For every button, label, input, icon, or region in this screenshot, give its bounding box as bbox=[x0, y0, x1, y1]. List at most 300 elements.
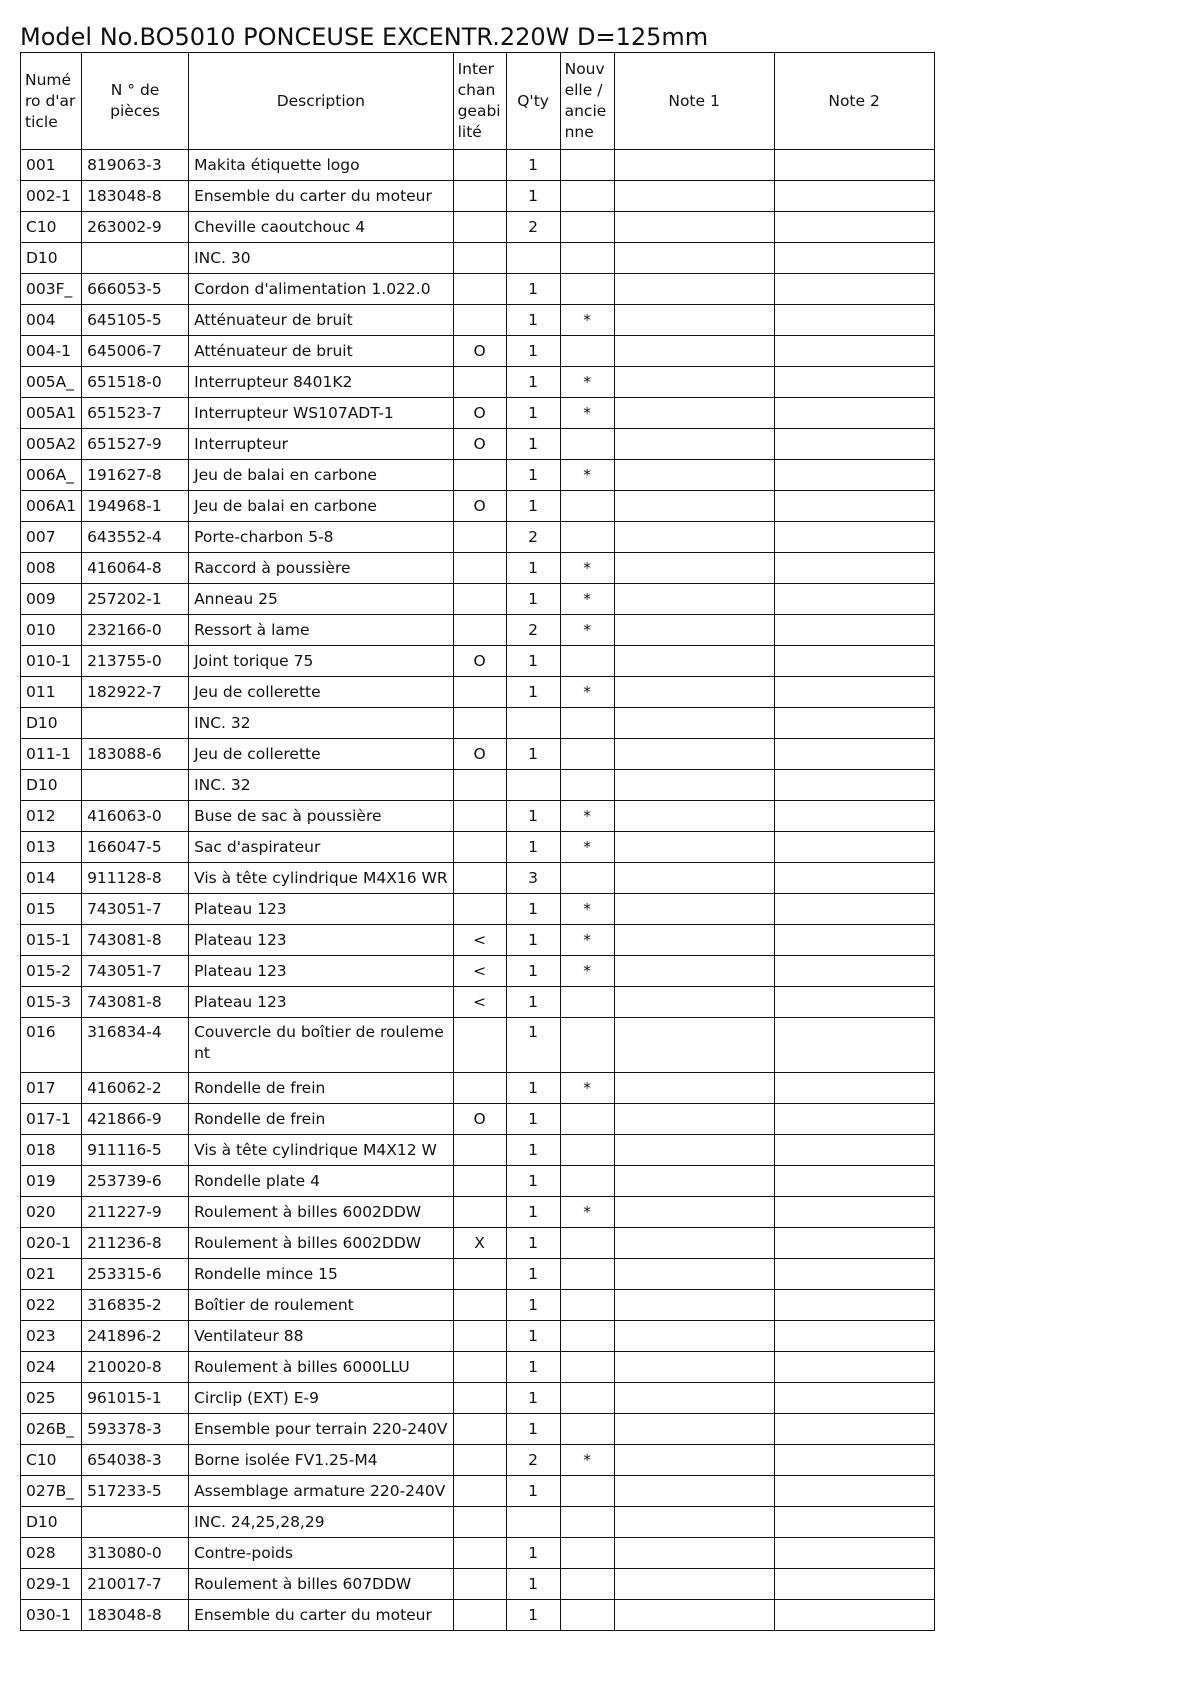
cell-qty bbox=[506, 708, 560, 739]
cell-qty: 1 bbox=[506, 646, 560, 677]
table-row bbox=[21, 801, 935, 832]
table-row bbox=[21, 553, 935, 584]
cell-item-no: 004-1 bbox=[21, 336, 82, 367]
cell-interchangeability bbox=[453, 1197, 506, 1228]
table-row bbox=[21, 1321, 935, 1352]
cell-qty: 1 bbox=[506, 1018, 560, 1073]
cell-interchangeability bbox=[453, 1383, 506, 1414]
cell-note-2 bbox=[774, 1476, 934, 1507]
cell-new-old bbox=[560, 987, 614, 1018]
cell-description: Roulement à billes 607DDW bbox=[189, 1569, 454, 1600]
cell-note-1 bbox=[614, 522, 774, 553]
cell-item-no: 005A_ bbox=[21, 367, 82, 398]
page-title: Model No.BO5010 PONCEUSE EXCENTR.220W D=125mm bbox=[20, 23, 709, 51]
cell-qty: 1 bbox=[506, 553, 560, 584]
cell-description: Ensemble du carter du moteur bbox=[189, 181, 454, 212]
cell-interchangeability bbox=[453, 1538, 506, 1569]
cell-item-no: 026B_ bbox=[21, 1414, 82, 1445]
cell-qty: 1 bbox=[506, 894, 560, 925]
cell-interchangeability bbox=[453, 1135, 506, 1166]
cell-item-no: 013 bbox=[21, 832, 82, 863]
cell-qty: 1 bbox=[506, 336, 560, 367]
cell-note-1 bbox=[614, 1135, 774, 1166]
cell-part-no bbox=[82, 1507, 189, 1538]
cell-new-old bbox=[560, 429, 614, 460]
cell-new-old: * bbox=[560, 677, 614, 708]
table-row bbox=[21, 770, 935, 801]
cell-part-no: 191627-8 bbox=[82, 460, 189, 491]
cell-part-no: 416062-2 bbox=[82, 1073, 189, 1104]
header-part-no: N ° de pièces bbox=[82, 53, 189, 150]
table-row bbox=[21, 305, 935, 336]
cell-new-old bbox=[560, 336, 614, 367]
table-header-row bbox=[21, 53, 935, 150]
cell-description: Ensemble du carter du moteur bbox=[189, 1600, 454, 1631]
cell-part-no: 211236-8 bbox=[82, 1228, 189, 1259]
cell-part-no: 743081-8 bbox=[82, 925, 189, 956]
cell-note-1 bbox=[614, 1166, 774, 1197]
cell-description: Roulement à billes 6002DDW bbox=[189, 1228, 454, 1259]
cell-qty: 1 bbox=[506, 1569, 560, 1600]
cell-note-2 bbox=[774, 956, 934, 987]
header-note-1: Note 1 bbox=[614, 53, 774, 150]
cell-note-2 bbox=[774, 925, 934, 956]
cell-description: INC. 30 bbox=[189, 243, 454, 274]
cell-note-2 bbox=[774, 305, 934, 336]
cell-interchangeability bbox=[453, 832, 506, 863]
cell-qty: 1 bbox=[506, 181, 560, 212]
table-row bbox=[21, 739, 935, 770]
cell-note-1 bbox=[614, 1476, 774, 1507]
cell-note-2 bbox=[774, 677, 934, 708]
cell-description: Jeu de collerette bbox=[189, 677, 454, 708]
cell-part-no: 416064-8 bbox=[82, 553, 189, 584]
cell-note-1 bbox=[614, 987, 774, 1018]
cell-description: Raccord à poussière bbox=[189, 553, 454, 584]
cell-qty: 1 bbox=[506, 491, 560, 522]
cell-item-no: 030-1 bbox=[21, 1600, 82, 1631]
cell-new-old bbox=[560, 770, 614, 801]
cell-part-no: 166047-5 bbox=[82, 832, 189, 863]
cell-item-no: 027B_ bbox=[21, 1476, 82, 1507]
cell-description: Borne isolée FV1.25-M4 bbox=[189, 1445, 454, 1476]
cell-new-old: * bbox=[560, 1445, 614, 1476]
cell-qty bbox=[506, 770, 560, 801]
cell-item-no: 028 bbox=[21, 1538, 82, 1569]
cell-note-2 bbox=[774, 460, 934, 491]
cell-interchangeability: O bbox=[453, 398, 506, 429]
table-row bbox=[21, 1073, 935, 1104]
cell-part-no bbox=[82, 243, 189, 274]
cell-item-no: 020 bbox=[21, 1197, 82, 1228]
cell-interchangeability: < bbox=[453, 956, 506, 987]
table-row bbox=[21, 181, 935, 212]
cell-part-no: 241896-2 bbox=[82, 1321, 189, 1352]
table-row bbox=[21, 1135, 935, 1166]
cell-new-old bbox=[560, 491, 614, 522]
cell-note-2 bbox=[774, 770, 934, 801]
cell-note-1 bbox=[614, 181, 774, 212]
cell-interchangeability bbox=[453, 212, 506, 243]
cell-interchangeability bbox=[453, 305, 506, 336]
table-row bbox=[21, 1569, 935, 1600]
cell-item-no: 007 bbox=[21, 522, 82, 553]
cell-note-2 bbox=[774, 1259, 934, 1290]
cell-new-old bbox=[560, 243, 614, 274]
cell-note-1 bbox=[614, 460, 774, 491]
cell-note-1 bbox=[614, 553, 774, 584]
cell-qty: 1 bbox=[506, 1476, 560, 1507]
table-row bbox=[21, 1445, 935, 1476]
table-row bbox=[21, 1476, 935, 1507]
cell-note-1 bbox=[614, 398, 774, 429]
cell-interchangeability: O bbox=[453, 646, 506, 677]
cell-qty: 1 bbox=[506, 1600, 560, 1631]
cell-interchangeability bbox=[453, 150, 506, 181]
cell-description: Boîtier de roulement bbox=[189, 1290, 454, 1321]
cell-interchangeability: O bbox=[453, 1104, 506, 1135]
header-note-2: Note 2 bbox=[774, 53, 934, 150]
cell-note-2 bbox=[774, 646, 934, 677]
cell-qty: 1 bbox=[506, 367, 560, 398]
table-row bbox=[21, 522, 935, 553]
cell-qty: 1 bbox=[506, 925, 560, 956]
cell-note-2 bbox=[774, 1445, 934, 1476]
cell-note-2 bbox=[774, 1228, 934, 1259]
cell-part-no: 743051-7 bbox=[82, 956, 189, 987]
table-row bbox=[21, 863, 935, 894]
table-row bbox=[21, 212, 935, 243]
cell-item-no: D10 bbox=[21, 770, 82, 801]
table-row bbox=[21, 274, 935, 305]
cell-description: Jeu de balai en carbone bbox=[189, 460, 454, 491]
cell-note-1 bbox=[614, 243, 774, 274]
cell-note-2 bbox=[774, 274, 934, 305]
table-row bbox=[21, 956, 935, 987]
table-row bbox=[21, 1383, 935, 1414]
cell-note-2 bbox=[774, 987, 934, 1018]
cell-description: INC. 32 bbox=[189, 708, 454, 739]
cell-note-2 bbox=[774, 1104, 934, 1135]
cell-note-1 bbox=[614, 1507, 774, 1538]
cell-qty: 1 bbox=[506, 677, 560, 708]
cell-new-old bbox=[560, 1538, 614, 1569]
cell-item-no: 010-1 bbox=[21, 646, 82, 677]
cell-interchangeability bbox=[453, 1290, 506, 1321]
cell-item-no: 010 bbox=[21, 615, 82, 646]
cell-part-no: 316834-4 bbox=[82, 1018, 189, 1073]
cell-description: Rondelle plate 4 bbox=[189, 1166, 454, 1197]
cell-qty: 1 bbox=[506, 429, 560, 460]
cell-part-no: 210020-8 bbox=[82, 1352, 189, 1383]
cell-new-old bbox=[560, 1476, 614, 1507]
cell-new-old: * bbox=[560, 553, 614, 584]
cell-new-old bbox=[560, 1600, 614, 1631]
cell-interchangeability: O bbox=[453, 739, 506, 770]
cell-note-1 bbox=[614, 801, 774, 832]
cell-note-1 bbox=[614, 1197, 774, 1228]
cell-qty: 1 bbox=[506, 1321, 560, 1352]
cell-description: Jeu de balai en carbone bbox=[189, 491, 454, 522]
cell-description: Ensemble pour terrain 220-240V bbox=[189, 1414, 454, 1445]
cell-description: INC. 24,25,28,29 bbox=[189, 1507, 454, 1538]
cell-note-1 bbox=[614, 832, 774, 863]
cell-description: Plateau 123 bbox=[189, 894, 454, 925]
header-item-no: Numéro d'article bbox=[21, 53, 82, 150]
cell-qty: 2 bbox=[506, 615, 560, 646]
cell-description: Jeu de collerette bbox=[189, 739, 454, 770]
cell-part-no: 416063-0 bbox=[82, 801, 189, 832]
cell-item-no: C10 bbox=[21, 1445, 82, 1476]
cell-description: Assemblage armature 220-240V bbox=[189, 1476, 454, 1507]
cell-note-2 bbox=[774, 1569, 934, 1600]
cell-description: Circlip (EXT) E-9 bbox=[189, 1383, 454, 1414]
cell-interchangeability bbox=[453, 770, 506, 801]
header-interchangeability: Interchangeabilité bbox=[453, 53, 506, 150]
cell-interchangeability: O bbox=[453, 336, 506, 367]
cell-description: Roulement à billes 6000LLU bbox=[189, 1352, 454, 1383]
cell-note-1 bbox=[614, 429, 774, 460]
cell-qty: 1 bbox=[506, 584, 560, 615]
cell-qty: 1 bbox=[506, 305, 560, 336]
cell-qty: 1 bbox=[506, 1197, 560, 1228]
table-row bbox=[21, 646, 935, 677]
cell-note-2 bbox=[774, 739, 934, 770]
cell-note-1 bbox=[614, 925, 774, 956]
cell-new-old: * bbox=[560, 460, 614, 491]
cell-description: Couvercle du boîtier de roulement bbox=[189, 1018, 454, 1073]
cell-new-old: * bbox=[560, 367, 614, 398]
cell-new-old: * bbox=[560, 956, 614, 987]
cell-note-2 bbox=[774, 1290, 934, 1321]
cell-description: Atténuateur de bruit bbox=[189, 305, 454, 336]
cell-interchangeability bbox=[453, 1018, 506, 1073]
cell-description: Rondelle de frein bbox=[189, 1104, 454, 1135]
cell-part-no: 183088-6 bbox=[82, 739, 189, 770]
cell-qty: 1 bbox=[506, 1352, 560, 1383]
header-description: Description bbox=[189, 53, 454, 150]
cell-note-1 bbox=[614, 646, 774, 677]
cell-item-no: C10 bbox=[21, 212, 82, 243]
cell-qty bbox=[506, 243, 560, 274]
cell-interchangeability: < bbox=[453, 987, 506, 1018]
cell-qty: 1 bbox=[506, 801, 560, 832]
table-row bbox=[21, 1166, 935, 1197]
cell-interchangeability bbox=[453, 243, 506, 274]
cell-part-no: 654038-3 bbox=[82, 1445, 189, 1476]
cell-interchangeability bbox=[453, 894, 506, 925]
cell-qty: 1 bbox=[506, 1290, 560, 1321]
cell-qty: 1 bbox=[506, 1538, 560, 1569]
cell-qty bbox=[506, 1507, 560, 1538]
cell-interchangeability bbox=[453, 801, 506, 832]
cell-new-old bbox=[560, 1228, 614, 1259]
cell-note-2 bbox=[774, 398, 934, 429]
cell-new-old bbox=[560, 150, 614, 181]
cell-note-2 bbox=[774, 491, 934, 522]
table-row bbox=[21, 491, 935, 522]
cell-note-2 bbox=[774, 1507, 934, 1538]
cell-interchangeability bbox=[453, 553, 506, 584]
table-row bbox=[21, 832, 935, 863]
cell-item-no: 020-1 bbox=[21, 1228, 82, 1259]
cell-interchangeability bbox=[453, 1073, 506, 1104]
cell-interchangeability bbox=[453, 522, 506, 553]
cell-qty: 2 bbox=[506, 522, 560, 553]
cell-item-no: 023 bbox=[21, 1321, 82, 1352]
cell-note-2 bbox=[774, 1166, 934, 1197]
cell-description: Vis à tête cylindrique M4X16 WR bbox=[189, 863, 454, 894]
cell-note-1 bbox=[614, 1538, 774, 1569]
cell-item-no: 024 bbox=[21, 1352, 82, 1383]
cell-item-no: 006A_ bbox=[21, 460, 82, 491]
cell-part-no: 651523-7 bbox=[82, 398, 189, 429]
cell-item-no: 003F_ bbox=[21, 274, 82, 305]
cell-item-no: 005A1 bbox=[21, 398, 82, 429]
cell-qty: 1 bbox=[506, 1414, 560, 1445]
cell-new-old bbox=[560, 863, 614, 894]
cell-item-no: 015-1 bbox=[21, 925, 82, 956]
cell-part-no: 666053-5 bbox=[82, 274, 189, 305]
cell-item-no: 018 bbox=[21, 1135, 82, 1166]
cell-note-1 bbox=[614, 1073, 774, 1104]
cell-interchangeability bbox=[453, 863, 506, 894]
cell-part-no: 213755-0 bbox=[82, 646, 189, 677]
table-row bbox=[21, 243, 935, 274]
cell-note-1 bbox=[614, 739, 774, 770]
cell-qty: 1 bbox=[506, 1166, 560, 1197]
cell-description: Vis à tête cylindrique M4X12 W bbox=[189, 1135, 454, 1166]
table-row bbox=[21, 987, 935, 1018]
cell-item-no: 006A1 bbox=[21, 491, 82, 522]
cell-interchangeability bbox=[453, 1507, 506, 1538]
cell-new-old bbox=[560, 181, 614, 212]
cell-note-2 bbox=[774, 1135, 934, 1166]
cell-note-2 bbox=[774, 150, 934, 181]
cell-description: Roulement à billes 6002DDW bbox=[189, 1197, 454, 1228]
cell-new-old: * bbox=[560, 615, 614, 646]
cell-interchangeability bbox=[453, 1321, 506, 1352]
cell-new-old: * bbox=[560, 584, 614, 615]
table-row bbox=[21, 1018, 935, 1073]
cell-new-old: * bbox=[560, 801, 614, 832]
cell-note-2 bbox=[774, 615, 934, 646]
cell-item-no: 015-3 bbox=[21, 987, 82, 1018]
cell-new-old bbox=[560, 739, 614, 770]
cell-part-no: 316835-2 bbox=[82, 1290, 189, 1321]
cell-part-no: 253315-6 bbox=[82, 1259, 189, 1290]
cell-interchangeability bbox=[453, 1600, 506, 1631]
cell-note-2 bbox=[774, 1600, 934, 1631]
cell-part-no: 313080-0 bbox=[82, 1538, 189, 1569]
cell-note-1 bbox=[614, 1228, 774, 1259]
cell-interchangeability bbox=[453, 1352, 506, 1383]
table-row bbox=[21, 925, 935, 956]
cell-description: Ventilateur 88 bbox=[189, 1321, 454, 1352]
cell-note-2 bbox=[774, 708, 934, 739]
cell-part-no: 651527-9 bbox=[82, 429, 189, 460]
cell-new-old bbox=[560, 274, 614, 305]
cell-note-2 bbox=[774, 212, 934, 243]
cell-part-no: 183048-8 bbox=[82, 1600, 189, 1631]
cell-interchangeability bbox=[453, 367, 506, 398]
cell-note-2 bbox=[774, 1383, 934, 1414]
cell-note-1 bbox=[614, 336, 774, 367]
cell-item-no: D10 bbox=[21, 243, 82, 274]
cell-note-2 bbox=[774, 1018, 934, 1073]
cell-description: INC. 32 bbox=[189, 770, 454, 801]
cell-item-no: D10 bbox=[21, 708, 82, 739]
cell-new-old bbox=[560, 1321, 614, 1352]
cell-note-1 bbox=[614, 894, 774, 925]
cell-qty: 3 bbox=[506, 863, 560, 894]
cell-note-1 bbox=[614, 1104, 774, 1135]
cell-item-no: 017 bbox=[21, 1073, 82, 1104]
cell-description: Porte-charbon 5-8 bbox=[189, 522, 454, 553]
cell-note-1 bbox=[614, 1569, 774, 1600]
cell-description: Sac d'aspirateur bbox=[189, 832, 454, 863]
cell-item-no: 008 bbox=[21, 553, 82, 584]
cell-description: Plateau 123 bbox=[189, 925, 454, 956]
cell-interchangeability bbox=[453, 708, 506, 739]
cell-item-no: 015-2 bbox=[21, 956, 82, 987]
cell-qty: 1 bbox=[506, 739, 560, 770]
cell-part-no: 194968-1 bbox=[82, 491, 189, 522]
table-row bbox=[21, 677, 935, 708]
cell-part-no: 257202-1 bbox=[82, 584, 189, 615]
cell-new-old bbox=[560, 1135, 614, 1166]
table-row bbox=[21, 398, 935, 429]
cell-description: Cordon d'alimentation 1.022.0 bbox=[189, 274, 454, 305]
table-row bbox=[21, 150, 935, 181]
cell-description: Makita étiquette logo bbox=[189, 150, 454, 181]
cell-qty: 1 bbox=[506, 274, 560, 305]
cell-new-old bbox=[560, 1259, 614, 1290]
cell-new-old bbox=[560, 212, 614, 243]
table-row bbox=[21, 336, 935, 367]
cell-description: Interrupteur WS107ADT-1 bbox=[189, 398, 454, 429]
cell-note-2 bbox=[774, 863, 934, 894]
cell-note-1 bbox=[614, 150, 774, 181]
cell-note-2 bbox=[774, 522, 934, 553]
table-row bbox=[21, 1197, 935, 1228]
cell-part-no: 645105-5 bbox=[82, 305, 189, 336]
table-row bbox=[21, 1538, 935, 1569]
table-row bbox=[21, 1228, 935, 1259]
cell-part-no: 182922-7 bbox=[82, 677, 189, 708]
cell-note-1 bbox=[614, 956, 774, 987]
cell-item-no: 004 bbox=[21, 305, 82, 336]
cell-description: Anneau 25 bbox=[189, 584, 454, 615]
cell-note-1 bbox=[614, 367, 774, 398]
cell-item-no: 011-1 bbox=[21, 739, 82, 770]
cell-interchangeability bbox=[453, 1414, 506, 1445]
cell-description: Contre-poids bbox=[189, 1538, 454, 1569]
cell-item-no: 014 bbox=[21, 863, 82, 894]
cell-note-1 bbox=[614, 491, 774, 522]
cell-note-2 bbox=[774, 801, 934, 832]
cell-note-2 bbox=[774, 553, 934, 584]
cell-item-no: 012 bbox=[21, 801, 82, 832]
table-row bbox=[21, 1352, 935, 1383]
cell-new-old: * bbox=[560, 894, 614, 925]
cell-new-old bbox=[560, 522, 614, 553]
cell-part-no: 961015-1 bbox=[82, 1383, 189, 1414]
cell-note-1 bbox=[614, 708, 774, 739]
cell-note-1 bbox=[614, 274, 774, 305]
cell-interchangeability: O bbox=[453, 491, 506, 522]
cell-qty: 1 bbox=[506, 1135, 560, 1166]
